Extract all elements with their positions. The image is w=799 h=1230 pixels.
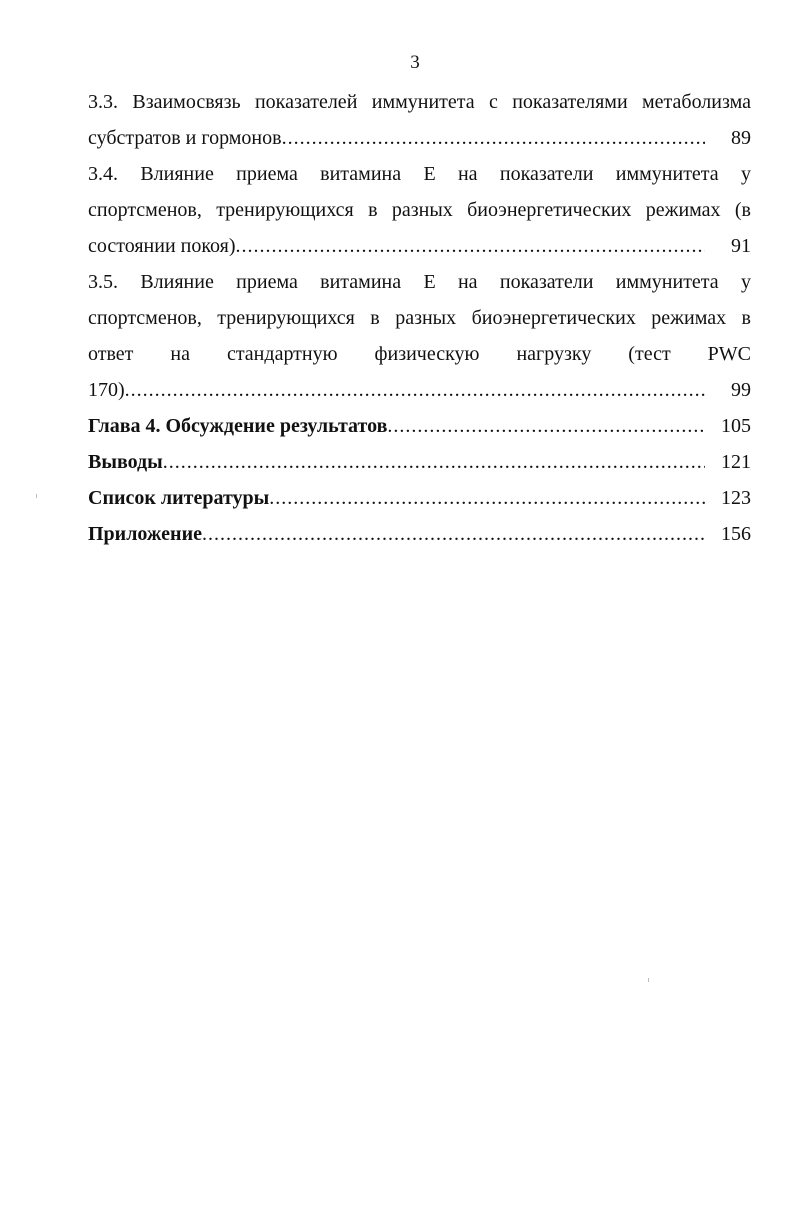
- dot-leader: [269, 480, 705, 516]
- toc-entry-leader-line: [88, 408, 751, 444]
- scan-artifact: [648, 978, 649, 982]
- dot-leader: [236, 228, 705, 264]
- dot-leader: [163, 444, 705, 480]
- toc-entry-appendix: [88, 516, 751, 552]
- toc-entry-3-4: [88, 156, 751, 264]
- toc-entry-text-line: ответ на стандартную физическую нагрузку (тест PWC: [88, 343, 751, 365]
- toc-page-number: 105: [721, 415, 751, 437]
- toc-entry-3-5: [88, 264, 751, 408]
- toc-page-number: 89: [731, 127, 751, 149]
- toc-entry-title: Список литературы: [88, 487, 270, 509]
- toc-entry-leader-line: [88, 228, 751, 264]
- toc-entry-3-3: [88, 84, 751, 156]
- toc-entry-text-line: 3.3. Взаимосвязь показателей иммунитета с показателями метаболизма: [88, 91, 751, 113]
- dot-leader: [202, 516, 705, 552]
- toc-entry-chapter-4: [88, 408, 751, 444]
- toc-entry-leader-line: [88, 120, 751, 156]
- toc-entry-title: Выводы: [88, 451, 163, 473]
- toc-entry-leader-line: [88, 516, 751, 552]
- table-of-contents: [88, 84, 751, 552]
- toc-entry-leader-line: [88, 444, 751, 480]
- toc-entry-leader-line: [88, 480, 751, 516]
- toc-entry-text-line: 3.4. Влияние приема витамина Е на показатели иммунитета у: [88, 163, 751, 185]
- toc-entry-text-line: спортсменов, тренирующихся в разных биоэнергетических режимах (в: [88, 199, 751, 221]
- toc-entry-text-line: спортсменов, тренирующихся в разных биоэнергетических режимах в: [88, 307, 751, 329]
- toc-page-number: 123: [721, 487, 751, 509]
- toc-entry-text-line: субстратов и гормонов: [88, 127, 282, 149]
- page-number: 3: [410, 52, 420, 73]
- toc-entry-references: [88, 480, 751, 516]
- toc-entry-title: Приложение: [88, 523, 202, 545]
- scan-artifact: [36, 494, 37, 498]
- toc-entry-text-line: состоянии покоя): [88, 235, 236, 257]
- toc-page-number: 99: [731, 379, 751, 401]
- toc-entry-conclusions: [88, 444, 751, 480]
- dot-leader: [125, 372, 705, 408]
- toc-page-number: 121: [721, 451, 751, 473]
- dot-leader: [282, 120, 705, 156]
- dot-leader: [387, 408, 705, 444]
- toc-entry-text-line: 3.5. Влияние приема витамина Е на показатели иммунитета у: [88, 271, 751, 293]
- toc-entry-title: Глава 4. Обсуждение результатов: [88, 415, 388, 437]
- toc-page-number: 91: [731, 235, 751, 257]
- toc-entry-text-line: 170): [88, 379, 125, 401]
- toc-entry-leader-line: [88, 372, 751, 408]
- toc-page-number: 156: [721, 523, 751, 545]
